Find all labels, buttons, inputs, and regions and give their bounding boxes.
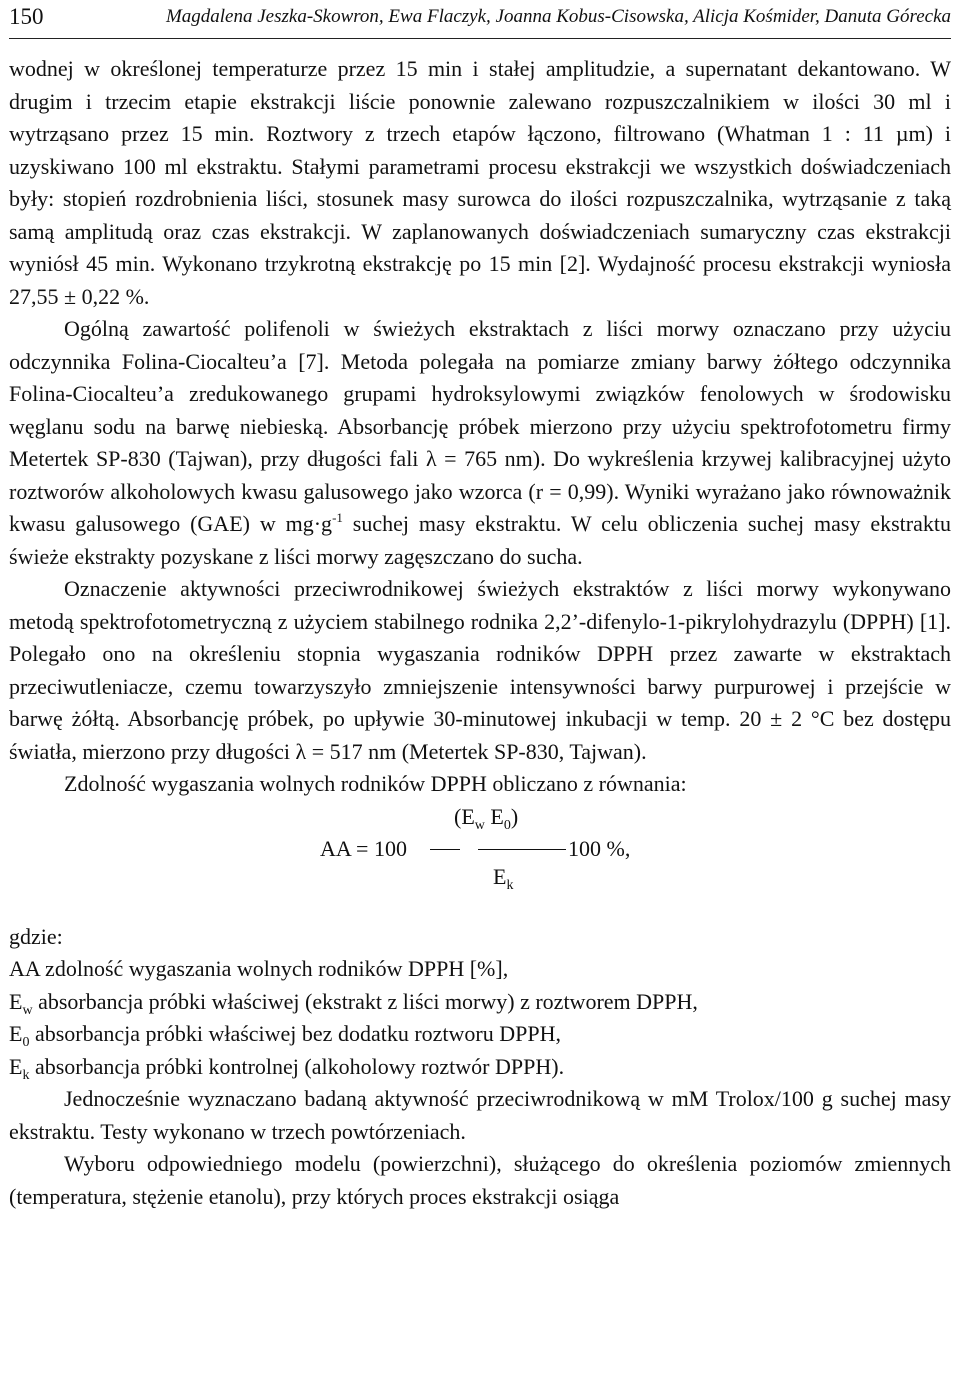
superscript-minus-one: -1 (332, 510, 343, 525)
equation-denominator (493, 861, 513, 894)
denominator-e: E (493, 863, 507, 889)
equation-lhs: AA = 100 (320, 835, 407, 861)
equation-rhs: 100 %, (568, 835, 631, 861)
numerator-close: ) (510, 803, 519, 829)
legend-e0-subscript: 0 (22, 1035, 30, 1050)
legend-ek-subscript: k (22, 1067, 30, 1083)
legend-ew-subscript: w (22, 1002, 33, 1018)
subscript-k: k (506, 877, 514, 893)
paragraph-trolox: Jednocześnie wyznaczano badaną aktywność przeciwrodnikową w mM Trolox/100 g suchej masy ekstraktu. Testy wykonano w trzech powtórzeniach. (9, 1086, 951, 1144)
paragraph-equation-intro: Zdolność wygaszania wolnych rodników DPPH obliczano z równania: (64, 771, 687, 796)
paragraph-dpph-method: Oznaczenie aktywności przeciwrodnikowej świeżych ekstraktów z liści morwy wykonywano metodą spektrofotometryczną z użyciem stabilnego rodnika 2,2’-difenylo-1-pikrylohydrazylu (DPPH) [1]. Polegało ono na określeniu stopnia wygaszania rodników DPPH przez zawarte w ekstraktach przeciwutleniacze, czemu towarzyszyło zmniejszenie intensywności barwy purpurowej i przejście w barwę żółtą. Absorbancję próbek, po upływie 30-minutowej inkubacji w temp. 20 ± 2 °C bez dostępu światła, mierzono przy długości λ = 517 nm (Metertek SP-830, Tajwan). (9, 576, 951, 764)
legend-e0 (9, 1018, 951, 1051)
legend-intro: gdzie: (9, 923, 63, 949)
paragraph-polyphenols-text-a: Ogólną zawartość polifenoli w świeżych ekstraktach z liści morwy oznaczano przy użyciu odczynnika Folina-Ciocalteu’a [7]. Metoda polegała na pomiarze zmiany barwy żółtego odczynnika Folina-Ciocalteu’a zredukowanego grupami hydroksylowymi związków fenolowych w środowisku węglanu sodu na barwę niebieską. Absorbancję próbek mierzono przy użyciu spektrofotometru firmy Metertek SP-830 (Tajwan), przy długości fali λ = 765 nm). Do wykreślenia krzywej kalibracyjnej użyto roztworów alkoholowych kwasu galusowego jako wzorca (r = 0,99). Wyniki wyrażano jako równoważnik kwasu galusowego (GAE) w mg·g (9, 316, 951, 536)
legend-ek (9, 1051, 951, 1084)
page-header (9, 0, 951, 39)
paragraph-model-selection: Wyboru odpowiedniego modelu (powierzchni), służącego do określenia poziomów zmiennych (temperatura, stężenie etanolu), przy których proces ekstrakcji osiąga (9, 1151, 951, 1209)
legend-ew-symbol: E (9, 988, 23, 1014)
legend-e0-text: absorbancja próbki właściwej bez dodatku roztworu DPPH, (29, 1021, 561, 1046)
fraction-line (478, 849, 566, 850)
legend-ew-text: absorbancja próbki właściwej (ekstrakt z liści morwy) z roztworem DPPH, (32, 988, 698, 1014)
paragraph-polyphenols (9, 313, 951, 573)
legend-aa: AA zdolność wygaszania wolnych rodników DPPH [%], (9, 956, 509, 981)
subscript-zero: 0 (503, 817, 511, 833)
numerator-mid: E (484, 803, 504, 829)
paragraph-polyphenols-text-b: suchej masy ekstraktu. W celu obliczenia suchej masy ekstraktu świeże ekstrakty pozyskane z liści morwy zagęszczano do sucha. (9, 511, 951, 569)
legend-ew (9, 986, 951, 1019)
equation-minus-line (430, 849, 460, 850)
numerator-open: (E (454, 803, 475, 829)
subscript-w: w (474, 817, 485, 833)
legend-e0-symbol: E (9, 1021, 23, 1046)
legend-ek-symbol: E (9, 1053, 23, 1079)
page-number: 150 (9, 4, 44, 29)
equation-aa (9, 803, 951, 921)
body-text (9, 53, 951, 1213)
legend-ek-text: absorbancja próbki kontrolnej (alkoholowy roztwór DPPH). (29, 1053, 565, 1079)
equation-numerator (454, 801, 518, 834)
running-head-authors: Magdalena Jeszka-Skowron, Ewa Flaczyk, Joanna Kobus-Cisowska, Alicja Kośmider, Danuta Górecka (165, 6, 951, 27)
document-page (9, 0, 951, 1213)
paragraph-extraction-procedure: wodnej w określonej temperaturze przez 15 min i stałej amplitudzie, a supernatant dekantowano. W drugim i trzecim etapie ekstrakcji liście ponownie zalewano rozpuszczalnikiem w ilości 30 ml i wytrząsano przez 15 min. Roztwory z trzech etapów łączono, filtrowano (Whatman 1 : 11 µm) i uzyskiwano 100 ml ekstraktu. Stałymi parametrami procesu ekstrakcji we wszystkich doświadczeniach były: stopień rozdrobnienia liści, stosunek masy surowca do ilości rozpuszczalnika, wytrząsanie z taką samą amplitudą oraz czas ekstrakcji. W zaplanowanych doświadczeniach sumaryczny czas ekstrakcji wyniósł 45 min. Wykonano trzykrotną ekstrakcję po 15 min [2]. Wydajność procesu ekstrakcji wyniosła 27,55 ± 0,22 %. (9, 56, 951, 309)
